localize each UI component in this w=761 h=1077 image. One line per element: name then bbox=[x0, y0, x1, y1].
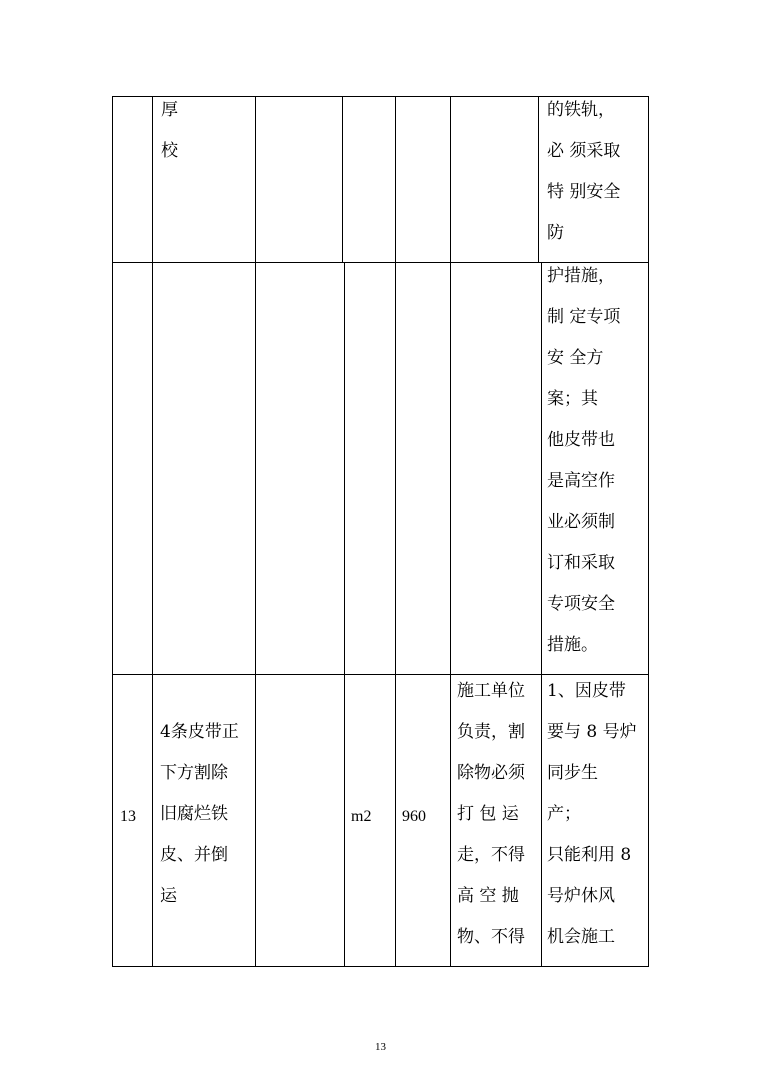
row-c-notes-line: 1、因皮带 bbox=[547, 681, 626, 701]
table-border-right bbox=[648, 96, 649, 967]
row-b-notes-line: 订和采取 bbox=[547, 553, 615, 573]
table-col-divider bbox=[395, 96, 396, 967]
row-a-item-cell bbox=[161, 90, 178, 172]
row-b-notes-line: 专项安全 bbox=[547, 594, 615, 614]
table-col-divider bbox=[255, 96, 256, 967]
row-c-notes-line: 机会施工 bbox=[547, 927, 615, 947]
row-c-notes-cell bbox=[547, 671, 637, 958]
row-b-notes-line: 措施。 bbox=[547, 635, 598, 655]
row-b-notes-line: 他皮带也 bbox=[547, 430, 615, 450]
row-a-notes-line: 特 别安全 bbox=[547, 182, 621, 202]
row-c-unit: m2 bbox=[351, 808, 372, 825]
row-c-responsibility-line: 打 包 运 bbox=[457, 804, 519, 824]
table-col-divider bbox=[344, 262, 345, 967]
row-c-item-line: 运 bbox=[160, 886, 177, 906]
row-a-notes-line: 必 须采取 bbox=[547, 141, 621, 161]
row-c-quantity: 960 bbox=[402, 808, 426, 825]
row-c-notes-line: 产； bbox=[547, 804, 581, 824]
row-b-notes-line: 是高空作 bbox=[547, 471, 615, 491]
table-col-divider bbox=[538, 96, 539, 263]
row-c-notes-line: 要与 8 号炉 bbox=[547, 722, 637, 742]
row-b-notes-line: 安 全方 bbox=[547, 348, 604, 368]
row-a-notes-cell bbox=[547, 90, 620, 254]
row-a-notes-line: 防 bbox=[547, 223, 564, 243]
row-c-item-line: 4条皮带正 bbox=[160, 722, 239, 742]
table-border-bottom bbox=[112, 966, 649, 967]
row-c-responsibility-line: 高 空 抛 bbox=[457, 886, 519, 906]
row-b-notes-line: 业必须制 bbox=[547, 512, 615, 532]
row-c-item-line: 旧腐烂铁 bbox=[160, 804, 228, 824]
table-col-divider bbox=[152, 96, 153, 967]
row-c-item-line: 下方割除 bbox=[160, 763, 228, 783]
row-c-notes-line: 号炉休风 bbox=[547, 886, 615, 906]
row-c-responsibility-line: 物、不得 bbox=[457, 927, 525, 947]
row-b-notes-line: 护措施， bbox=[547, 266, 615, 286]
row-c-responsibility-line: 负责，割 bbox=[457, 722, 525, 742]
row-c-number: 13 bbox=[120, 808, 136, 825]
row-c-item-cell bbox=[160, 712, 239, 917]
row-c-responsibility-line: 除物必须 bbox=[457, 763, 525, 783]
row-a-item-line: 校 bbox=[161, 141, 178, 161]
row-c-item-line: 皮、并倒 bbox=[160, 845, 228, 865]
table-border-left bbox=[112, 96, 113, 967]
row-b-notes-line: 制 定专项 bbox=[547, 307, 621, 327]
row-c-notes-line: 同步生 bbox=[547, 763, 598, 783]
page-number: 13 bbox=[375, 1041, 386, 1053]
table-col-divider bbox=[450, 96, 451, 967]
row-b-notes-cell bbox=[547, 256, 620, 666]
row-b-notes-line: 案；其 bbox=[547, 389, 598, 409]
row-c-notes-line: 只能利用 8 bbox=[547, 845, 632, 865]
table-col-divider bbox=[342, 96, 343, 263]
row-c-responsibility-cell bbox=[457, 671, 525, 958]
row-a-item-line: 厚 bbox=[161, 100, 178, 120]
row-a-notes-line: 的铁轨， bbox=[547, 100, 615, 120]
row-c-responsibility-line: 走，不得 bbox=[457, 845, 525, 865]
table-col-divider bbox=[541, 262, 542, 967]
row-c-responsibility-line: 施工单位 bbox=[457, 681, 525, 701]
